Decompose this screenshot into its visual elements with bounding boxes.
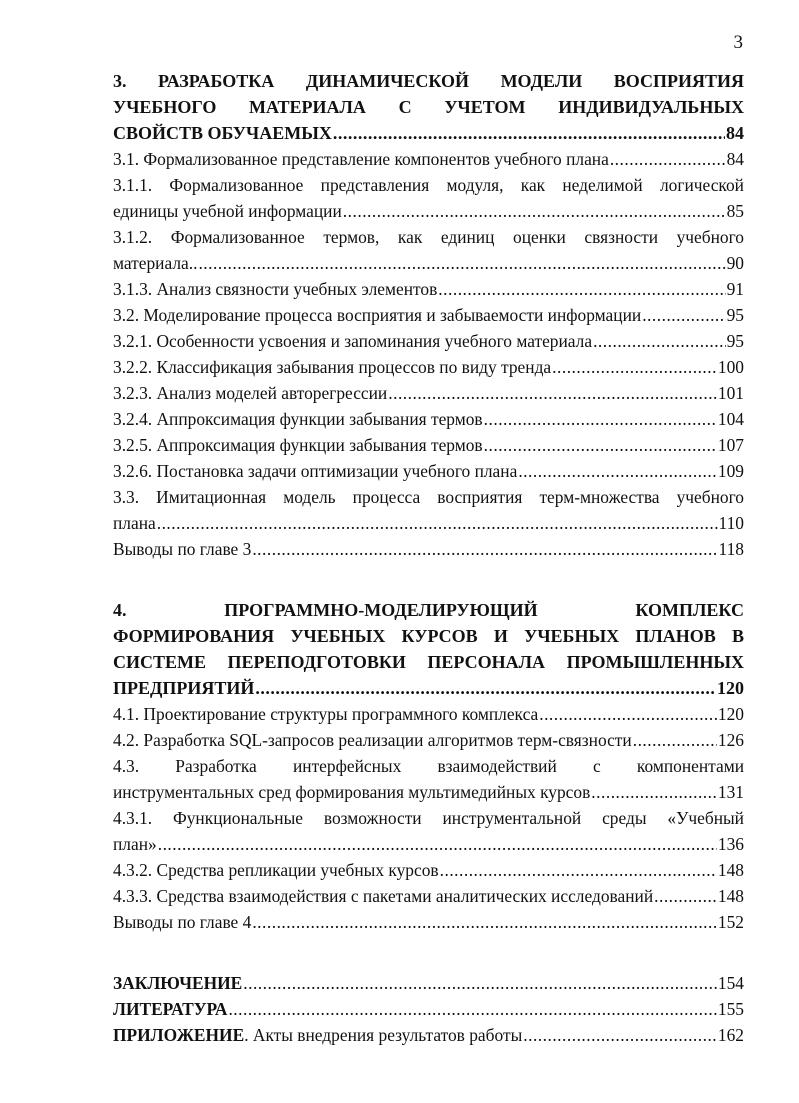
toc-entry[interactable]: материала.. ..... 90 <box>113 250 744 276</box>
chapter-3-entries <box>113 146 744 562</box>
toc-entry[interactable]: 3.2.3. Анализ моделей авторегрессии ..... 101 <box>113 380 744 406</box>
toc-entry[interactable]: 3.2.1. Особенности усвоения и запоминания учебного материала ..... 95 <box>113 328 744 354</box>
chapter-4-heading-last[interactable]: ПРЕДПРИЯТИЙ ..... 120 <box>113 675 744 701</box>
toc-entry-first-line[interactable]: 3.1.2. Формализованное термов, как единиц оценки связности учебного <box>113 227 744 247</box>
toc-entry[interactable]: 3.2. Моделирование процесса восприятия и забываемости информации ..... 95 <box>113 302 744 328</box>
chapter-4-entries <box>113 701 744 935</box>
chapter-4-heading <box>113 597 744 701</box>
end-matter <box>113 970 744 1048</box>
toc-entry-first-line[interactable]: 4.3. Разработка интерфейсных взаимодействий с компонентами <box>113 756 744 776</box>
toc-entry[interactable]: 3.2.2. Классификация забывания процессов по виду тренда ..... 100 <box>113 354 744 380</box>
toc-entry[interactable]: план» ..... 136 <box>113 831 744 857</box>
toc-entry[interactable]: 3.1. Формализованное представление компонентов учебного плана ..... 84 <box>113 146 744 172</box>
toc-entry-appendix[interactable]: ПРИЛОЖЕНИЕ. Акты внедрения результатов работы ..... 162 <box>113 1022 744 1048</box>
chapter-4-heading-line: СИСТЕМЕ ПЕРЕПОДГОТОВКИ ПЕРСОНАЛА ПРОМЫШЛЕННЫХ <box>113 652 744 672</box>
chapter-4-heading-line: 4. ПРОГРАММНО-МОДЕЛИРУЮЩИЙ КОМПЛЕКС <box>113 600 744 620</box>
toc-entry-first-line[interactable]: 3.3. Имитационная модель процесса восприятия терм-множества учебного <box>113 487 744 507</box>
toc-entry-literature[interactable]: ЛИТЕРАТУРА ..... 155 <box>113 996 744 1022</box>
toc-entry[interactable]: 4.2. Разработка SQL-запросов реализации алгоритмов терм-связности ..... 126 <box>113 727 744 753</box>
toc-entry[interactable]: 4.3.2. Средства репликации учебных курсов ..... 148 <box>113 857 744 883</box>
toc-entry-first-line[interactable]: 3.1.1. Формализованное представления модуля, как неделимой логической <box>113 175 744 195</box>
toc-entry[interactable]: Выводы по главе 3 ..... 118 <box>113 536 744 562</box>
toc-entry[interactable]: 3.1.3. Анализ связности учебных элементов ..... 91 <box>113 276 744 302</box>
toc-entry[interactable]: 4.1. Проектирование структуры программного комплекса ..... 120 <box>113 701 744 727</box>
toc-entry[interactable]: Выводы по главе 4 ..... 152 <box>113 909 744 935</box>
chapter-3-heading-last[interactable]: СВОЙСТВ ОБУЧАЕМЫХ ..... 84 <box>113 120 744 146</box>
toc-entry[interactable]: 3.2.6. Постановка задачи оптимизации учебного плана ..... 109 <box>113 458 744 484</box>
toc-entry[interactable]: 3.2.4. Аппроксимация функции забывания термов ..... 104 <box>113 406 744 432</box>
toc-entry[interactable]: 4.3.3. Средства взаимодействия с пакетами аналитических исследований ..... 148 <box>113 883 744 909</box>
chapter-3-heading <box>113 68 744 146</box>
chapter-3-heading-line: УЧЕБНОГО МАТЕРИАЛА С УЧЕТОМ ИНДИВИДУАЛЬНЫХ <box>113 97 744 117</box>
table-of-contents <box>113 68 744 1048</box>
toc-entry[interactable]: 3.2.5. Аппроксимация функции забывания термов ..... 107 <box>113 432 744 458</box>
toc-entry[interactable]: единицы учебной информации ..... 85 <box>113 198 744 224</box>
toc-entry[interactable]: плана ..... 110 <box>113 510 744 536</box>
page-number: 3 <box>733 32 743 53</box>
chapter-4-heading-line: ФОРМИРОВАНИЯ УЧЕБНЫХ КУРСОВ И УЧЕБНЫХ ПЛАНОВ В <box>113 626 744 646</box>
toc-entry-conclusion[interactable]: ЗАКЛЮЧЕНИЕ ..... 154 <box>113 970 744 996</box>
toc-entry-first-line[interactable]: 4.3.1. Функциональные возможности инструментальной среды «Учебный <box>113 808 744 828</box>
toc-entry[interactable]: инструментальных сред формирования мультимедийных курсов ..... 131 <box>113 779 744 805</box>
chapter-3-heading-line: 3. РАЗРАБОТКА ДИНАМИЧЕСКОЙ МОДЕЛИ ВОСПРИЯТИЯ <box>113 71 744 91</box>
